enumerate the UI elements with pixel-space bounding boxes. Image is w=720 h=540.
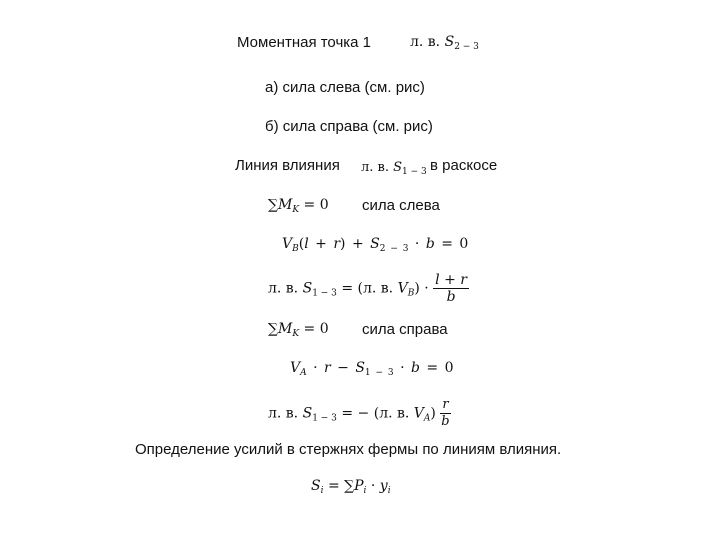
paren-close: ) xyxy=(414,280,420,297)
r-var: r xyxy=(333,236,341,252)
b-var: b xyxy=(411,360,420,376)
denominator: b xyxy=(446,289,456,305)
denominator: b xyxy=(441,414,450,429)
equilibrium-equation-va xyxy=(290,360,454,378)
s-var: S xyxy=(393,160,403,175)
in-brace-label: в раскосе xyxy=(430,157,498,174)
influence-line-s13-right xyxy=(268,397,451,430)
paren: ( xyxy=(298,236,305,252)
m-sub: K xyxy=(292,205,300,215)
s-var: S xyxy=(302,405,313,422)
dot: · xyxy=(313,360,318,376)
v-var: V xyxy=(397,280,408,297)
equals: = xyxy=(341,280,354,297)
rhs: = 0 xyxy=(303,321,329,337)
op-sign: + xyxy=(351,236,364,252)
s-sub: 2 − 3 xyxy=(454,42,479,52)
fraction xyxy=(433,272,469,305)
v-sub: B xyxy=(407,288,415,299)
op-sign: − xyxy=(337,360,349,376)
influence-line-formula-s13 xyxy=(361,160,427,177)
influence-line-label: Линия влияния xyxy=(235,157,340,174)
s-var: S xyxy=(355,360,365,376)
v-sub: A xyxy=(300,368,307,378)
rhs: = 0 xyxy=(426,360,454,376)
numerator: r xyxy=(442,397,449,412)
y-sub: i xyxy=(387,486,391,496)
v-var: V xyxy=(290,360,301,376)
b-var: b xyxy=(425,236,435,252)
plus-sign: + xyxy=(315,236,327,252)
moment-point-label: Моментная точка 1 xyxy=(237,34,372,51)
section-heading: Определение усилий в стержнях фермы по линиям влияния. xyxy=(135,441,562,458)
l-var: l xyxy=(304,236,309,252)
force-left-note: сила слева xyxy=(362,197,440,214)
il-prefix: л. в. xyxy=(361,160,389,175)
s-var: S xyxy=(311,478,321,494)
m-sub: K xyxy=(292,329,300,339)
v-var: V xyxy=(282,236,293,252)
influence-line-formula-s23 xyxy=(410,34,479,52)
v-sub: A xyxy=(423,413,431,424)
s-sub: 1 − 3 xyxy=(402,167,427,177)
force-summation-formula xyxy=(311,478,391,496)
fraction xyxy=(440,397,450,430)
s-sub: 2 − 3 xyxy=(379,244,409,254)
rhs: = 0 xyxy=(441,236,469,252)
force-right-note: сила справа xyxy=(362,321,448,338)
s-var: S xyxy=(444,34,455,50)
p-var: P xyxy=(354,478,364,494)
dot: · xyxy=(400,360,405,376)
sum-symbol: ∑ xyxy=(268,197,278,213)
dot: · xyxy=(424,280,429,297)
v-sub: B xyxy=(292,244,299,254)
paren-open: (л. в. xyxy=(373,405,410,422)
s-var: S xyxy=(370,236,380,252)
case-a-force-left: а) сила слева (см. рис) xyxy=(265,79,425,96)
s-sub: 1 − 3 xyxy=(364,368,394,378)
s-sub: 1 − 3 xyxy=(312,413,337,424)
influence-line-s13-left xyxy=(268,272,469,305)
moment-sum-equation-right xyxy=(268,321,329,339)
sum-symbol: ∑ xyxy=(344,478,355,494)
numerator: l + r xyxy=(435,272,467,288)
rhs: = 0 xyxy=(303,197,329,213)
paren: ) xyxy=(340,236,346,252)
v-var: V xyxy=(413,405,424,422)
moment-sum-equation-left xyxy=(268,197,329,215)
m-var: M xyxy=(278,321,293,337)
equilibrium-equation-vb xyxy=(282,236,468,254)
equals: = xyxy=(327,478,340,494)
il-prefix: л. в. xyxy=(268,280,299,297)
il-prefix: л. в. xyxy=(410,34,441,50)
case-b-force-right: б) сила справа (см. рис) xyxy=(265,118,433,135)
il-prefix: л. в. xyxy=(268,405,299,422)
s-var: S xyxy=(302,280,313,297)
r-var: r xyxy=(323,360,331,376)
m-var: M xyxy=(278,197,293,213)
s-sub: i xyxy=(320,486,324,496)
paren-open: (л. в. xyxy=(357,280,394,297)
dot: · xyxy=(414,236,420,252)
equals: = − xyxy=(341,405,370,422)
sum-symbol: ∑ xyxy=(268,321,278,337)
paren-close: ) xyxy=(430,405,436,422)
dot: · xyxy=(370,478,376,494)
s-sub: 1 − 3 xyxy=(312,288,337,299)
p-sub: i xyxy=(363,486,367,496)
y-var: y xyxy=(379,478,388,494)
